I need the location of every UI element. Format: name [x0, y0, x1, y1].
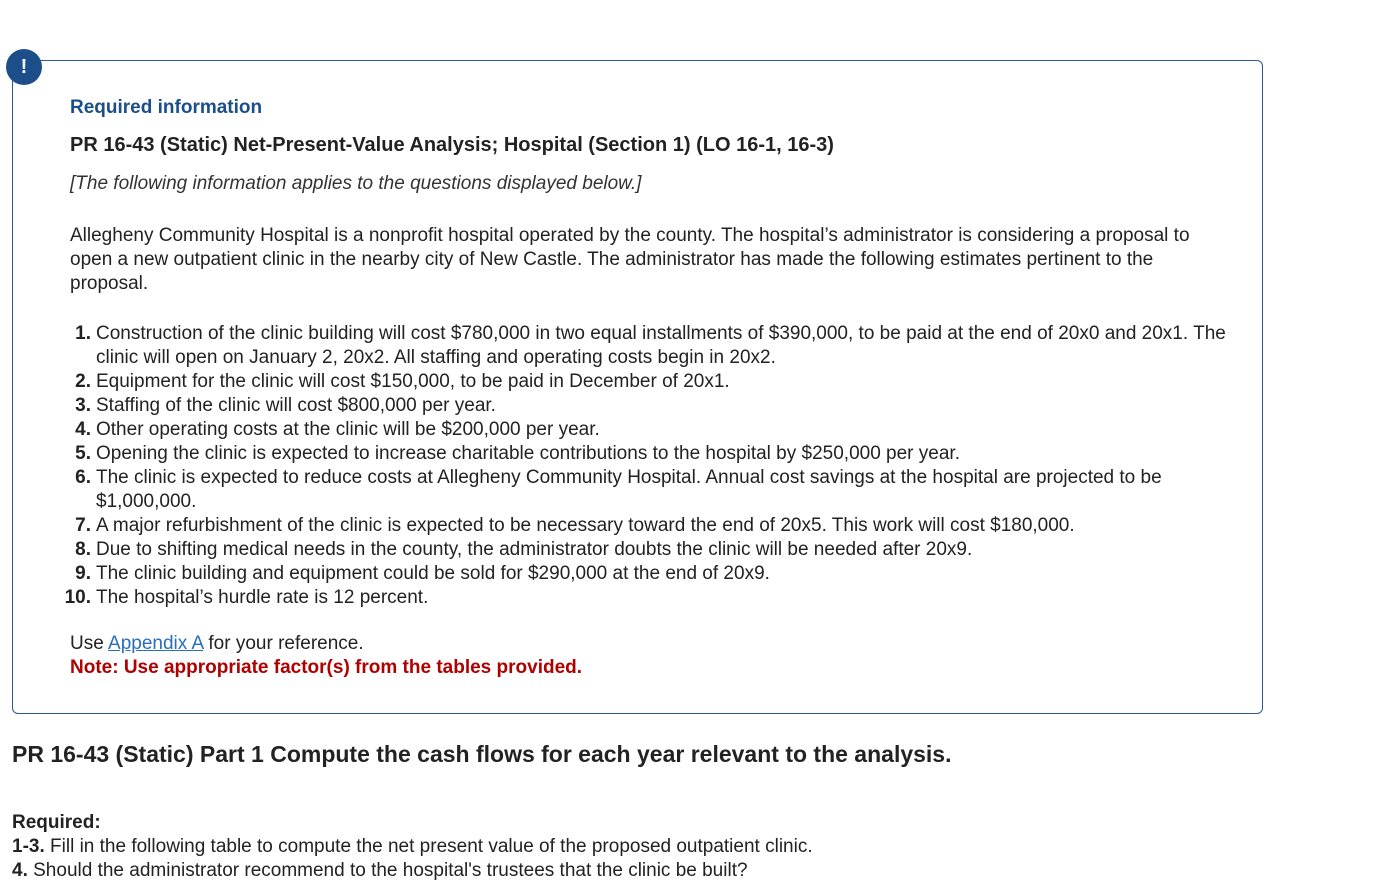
list-item: [13, 394, 1243, 418]
requirement-line: [12, 859, 748, 883]
part-title: PR 16-43 (Static) Part 1 Compute the cash flows for each year relevant to the analysis.: [12, 741, 952, 767]
item-number: 7.: [75, 515, 91, 536]
requirement-number: 1-3.: [12, 836, 45, 857]
item-number: 4.: [75, 419, 91, 440]
problem-intro: Allegheny Community Hospital is a nonprofit hospital operated by the county. The hospital’s administrator is considering a proposal to open a new outpatient clinic in the nearby city of New Castle. The administrator has made the following estimates pertinent to the proposal.: [70, 225, 1190, 294]
list-item: [13, 562, 1243, 586]
requirement-text: Fill in the following table to compute the net present value of the proposed outpatient clinic.: [44, 836, 813, 857]
item-text: A major refurbishment of the clinic is expected to be necessary toward the end of 20x5. This work will cost $180,000.: [96, 515, 1075, 536]
required-information-heading: Required information: [70, 97, 263, 118]
item-text: Construction of the clinic building will cost $780,000 in two equal installments of $390,000, to be paid at the end of 20x0 and 20x1. The clinic will open on January 2, 20x2. All staffing and operating costs begin in 20x2.: [96, 323, 1226, 368]
factor-note: Note: Use appropriate factor(s) from the tables provided.: [70, 657, 583, 678]
item-number: 5.: [75, 443, 91, 464]
exclamation-icon: !: [6, 49, 42, 85]
reference-prefix: Use: [70, 633, 109, 654]
appendix-a-link[interactable]: Appendix A: [108, 633, 204, 654]
requirement-line: [12, 835, 813, 859]
item-text: Due to shifting medical needs in the county, the administrator doubts the clinic will be needed after 20x9.: [96, 539, 973, 560]
estimate-list: [13, 322, 1243, 610]
item-number: 1.: [75, 323, 91, 344]
reference-suffix: for your reference.: [203, 633, 364, 654]
applies-note: [The following information applies to the questions displayed below.]: [70, 173, 642, 194]
list-item: [13, 466, 1243, 514]
requirement-text: Should the administrator recommend to the hospital's trustees that the clinic be built?: [27, 860, 748, 881]
item-text: Staffing of the clinic will cost $800,000 per year.: [96, 395, 496, 416]
list-item: [13, 418, 1243, 442]
list-item: [13, 322, 1243, 370]
item-text: Opening the clinic is expected to increase charitable contributions to the hospital by $250,000 per year.: [96, 443, 960, 464]
item-number: 9.: [75, 563, 91, 584]
item-number: 10.: [64, 587, 91, 608]
item-text: The hospital’s hurdle rate is 12 percent.: [96, 587, 429, 608]
list-item: [13, 538, 1243, 562]
item-number: 3.: [75, 395, 91, 416]
requirement-number: 4.: [12, 860, 28, 881]
required-information-panel: [12, 60, 1263, 714]
item-text: Other operating costs at the clinic will be $200,000 per year.: [96, 419, 600, 440]
required-label: Required:: [12, 812, 101, 833]
item-text: Equipment for the clinic will cost $150,000, to be paid in December of 20x1.: [96, 371, 730, 392]
item-number: 6.: [75, 467, 91, 488]
list-item: [13, 442, 1243, 466]
list-item: [13, 586, 1243, 610]
list-item: [13, 514, 1243, 538]
list-item: [13, 370, 1243, 394]
problem-title: PR 16-43 (Static) Net-Present-Value Analysis; Hospital (Section 1) (LO 16-1, 16-3): [70, 134, 834, 156]
item-text: The clinic is expected to reduce costs at Allegheny Community Hospital. Annual cost savings at the hospital are projected to be $1,000,000.: [96, 467, 1162, 512]
reference-line: [70, 632, 364, 656]
item-text: The clinic building and equipment could be sold for $290,000 at the end of 20x9.: [96, 563, 770, 584]
item-number: 2.: [75, 371, 91, 392]
item-number: 8.: [75, 539, 91, 560]
